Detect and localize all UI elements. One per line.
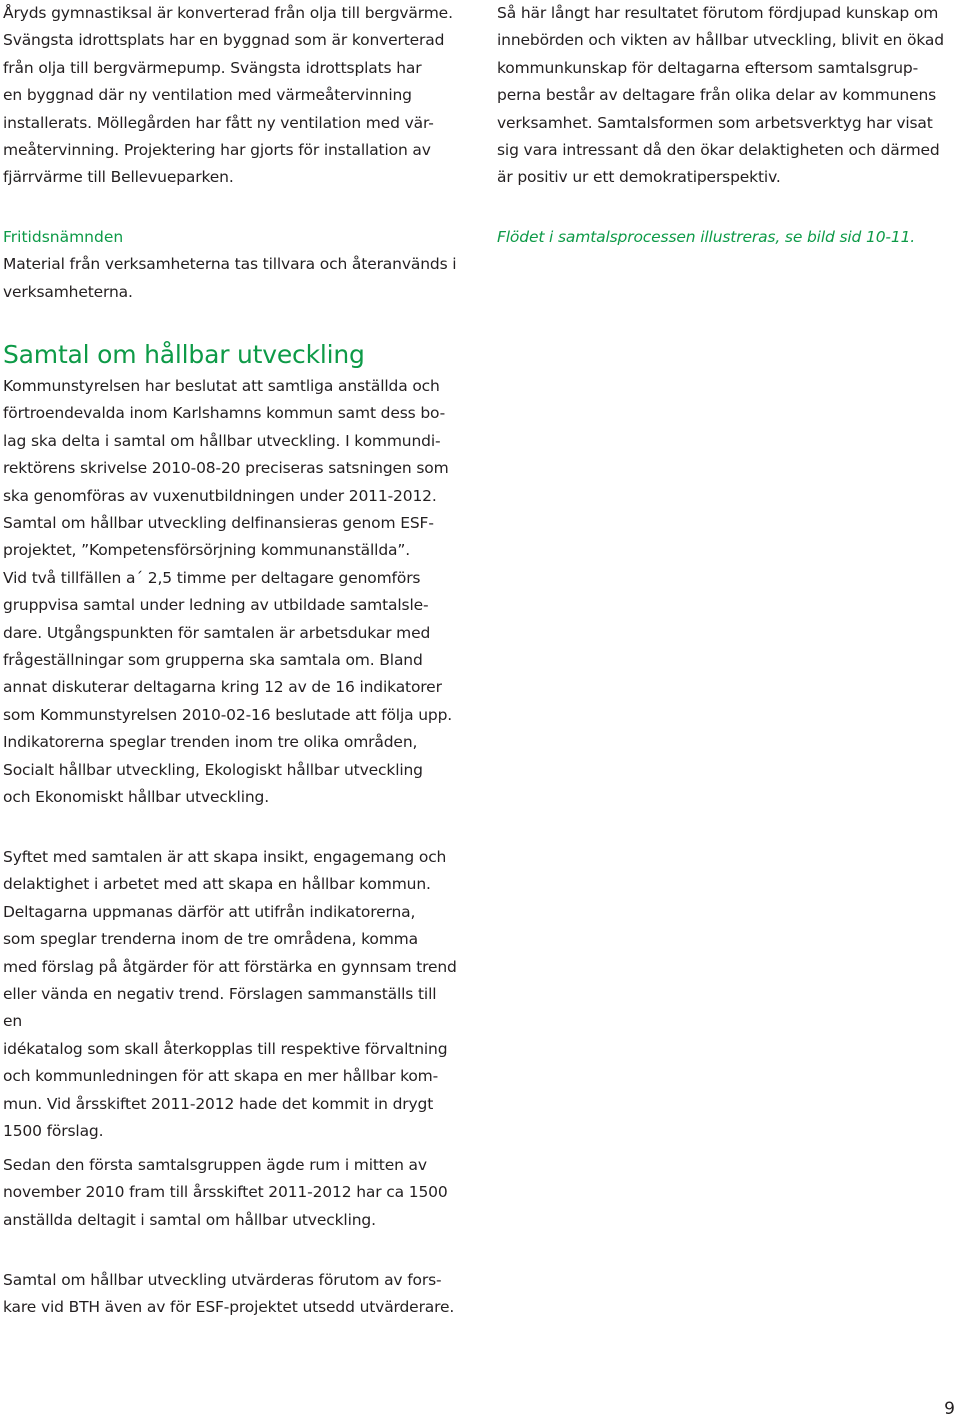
text-line: Socialt hållbar utveckling, Ekologiskt hållbar utveckling (3, 760, 423, 779)
text-line: kare vid BTH även av för ESF-projektet utsedd utvärderare. (3, 1298, 455, 1317)
text-line: Deltagarna uppmanas därför att utifrån indikatorerna, (3, 902, 416, 921)
text-line: från olja till bergvärmepump. Svängsta idrottsplats har (3, 58, 422, 77)
text-line: förtroendevalda inom Karlshamns kommun samt dess bo- (3, 404, 446, 423)
text-line: lag ska delta i samtal om hållbar utveckling. I kommundi- (3, 431, 441, 450)
text-line: Åryds gymnastiksal är konverterad från olja till bergvärme. (3, 4, 453, 22)
text-line: Sedan den första samtalsgruppen ägde rum i mitten av (3, 1156, 427, 1174)
text-line: Kommunstyrelsen har beslutat att samtliga anställda och (3, 377, 440, 395)
page-number: 9 (944, 1399, 955, 1419)
text-line: och kommunledningen för att skapa en mer hållbar kom- (3, 1067, 439, 1086)
text-line: eller vända en negativ trend. Förslagen sammanställs till en (3, 985, 437, 1031)
text-line: verksamheterna. (3, 282, 133, 301)
text-line: kommunkunskap för deltagarna eftersom samtalsgrup- (497, 58, 919, 77)
text-line: Så här långt har resultatet förutom fördjupad kunskap om (497, 4, 939, 22)
text-line: rektörens skrivelse 2010-08-20 preciseras satsningen som (3, 459, 449, 478)
text-line: är positiv ur ett demokratiperspektiv. (497, 168, 781, 187)
text-line: med förslag på åtgärder för att förstärka en gynnsam trend (3, 957, 457, 976)
text-line: anställda deltagit i samtal om hållbar utveckling. (3, 1210, 376, 1229)
syftet-paragraph (3, 844, 458, 1145)
samtal-heading: Samtal om hållbar utveckling (3, 340, 365, 369)
text-line: frågeställningar som grupperna ska samtala om. Bland (3, 651, 423, 670)
text-line: och Ekonomiskt hållbar utveckling. (3, 788, 270, 807)
text-line: Indikatorerna speglar trenden inom tre olika områden, (3, 733, 418, 752)
text-line: mun. Vid årsskiftet 2011-2012 hade det kommit in drygt (3, 1094, 434, 1113)
fritid-section (3, 224, 458, 306)
text-line: som Kommunstyrelsen 2010-02-16 beslutade att följa upp. (3, 705, 453, 724)
text-line: Vid två tillfällen a´ 2,5 timme per deltagare genomförs (3, 568, 421, 587)
flow-note-text: Flödet i samtalsprocessen illustreras, se bild sid 10-11. (497, 228, 916, 246)
fritid-heading: Fritidsnämnden (3, 228, 124, 246)
text-line: november 2010 fram till årsskiftet 2011-2012 har ca 1500 (3, 1183, 448, 1202)
text-line: Material från verksamheterna tas tillvara och återanvänds i (3, 255, 457, 274)
text-line: Samtal om hållbar utveckling delfinansieras genom ESF- (3, 514, 434, 533)
text-line: innebörden och vikten av hållbar utveckling, blivit en ökad (497, 31, 944, 50)
text-line: sig vara intressant då den ökar delaktigheten och därmed (497, 141, 940, 160)
text-line: meåtervinning. Projektering har gjorts för installation av (3, 141, 431, 160)
text-line: som speglar trenderna inom de tre områdena, komma (3, 930, 418, 949)
text-line: verksamhet. Samtalsformen som arbetsverktyg har visat (497, 113, 933, 132)
text-line: ska genomföras av vuxenutbildningen under 2011-2012. (3, 486, 437, 505)
utvardering-paragraph (3, 1267, 458, 1322)
intro-paragraph (3, 0, 458, 192)
samtal-section (3, 338, 458, 812)
samtal-paragraph (3, 373, 458, 812)
text-line: delaktighet i arbetet med att skapa en hållbar kommun. (3, 875, 431, 894)
sedan-paragraph (3, 1152, 458, 1234)
flow-note (497, 224, 947, 251)
text-line: Syftet med samtalen är att skapa insikt, engagemang och (3, 848, 447, 866)
text-line: Svängsta idrottsplats har en byggnad som är konverterad (3, 31, 445, 50)
text-line: en byggnad där ny ventilation med värmeåtervinning (3, 86, 412, 105)
result-paragraph (497, 0, 947, 192)
text-line: annat diskuterar deltagarna kring 12 av de 16 indikatorer (3, 678, 442, 697)
text-line: dare. Utgångspunkten för samtalen är arbetsdukar med (3, 623, 431, 642)
text-line: idékatalog som skall återkopplas till respektive förvaltning (3, 1039, 448, 1058)
text-line: projektet, ”Kompetensförsörjning kommunanställda”. (3, 541, 411, 560)
text-line: fjärrvärme till Bellevueparken. (3, 168, 234, 187)
text-line: 1500 förslag. (3, 1122, 104, 1141)
text-line: gruppvisa samtal under ledning av utbildade samtalsle- (3, 596, 429, 615)
text-line: installerats. Möllegården har fått ny ventilation med vär- (3, 113, 434, 132)
text-line: perna består av deltagare från olika delar av kommunens (497, 86, 937, 105)
text-line: Samtal om hållbar utveckling utvärderas förutom av fors- (3, 1271, 442, 1289)
